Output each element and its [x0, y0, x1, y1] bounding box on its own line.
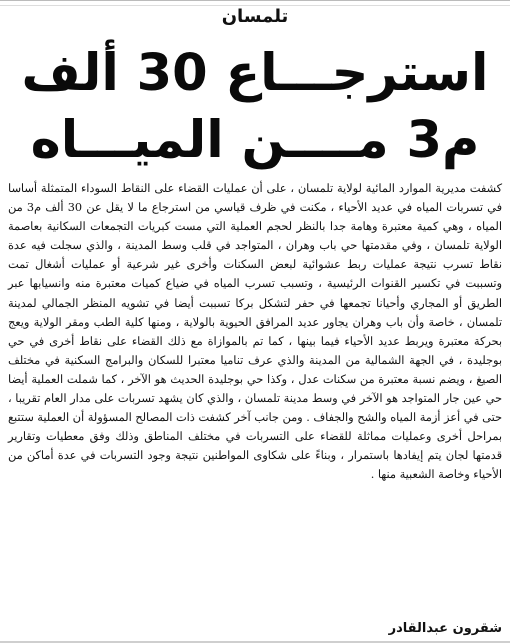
headline-line-1: استرجـــاع 30 ألف	[21, 44, 489, 103]
section-label: تلمسان	[221, 6, 289, 27]
author-byline: شقرون عبدالقادر	[388, 621, 502, 636]
headline-line-2: م3 مــــن الميـــاه	[30, 111, 480, 170]
article-body: كشفت مديرية الموارد المائية لولاية تلمسان ، على أن عمليات القضاء على النقاط السوداء المتمثلة أساسا في تسربات المياه في عديد الأحياء ، مكنت في ظرف قياسي من استرجاع ما لا يقل عن 30 ألف م3 من المياه ، وهي كمية معتبرة وهامة جدا بالنظر لحجم العملية التي مست كبريات التجمعات السكانية بعاصمة الولاية تلمسان ، وفي مقدمتها حي باب وهران ، المتواجد في قلب وسط المدينة ، والذي سجلت فيه عدة نقاط تسرب نتيجة عمليات ربط عشوائية لبعض السكنات وأخرى غير شرعية أو عمليات أشغال تمت وتسببت في تكسير القنوات الرئيسية ، وتسبب تسرب المياه في ضياع كميات معتبرة منه وانسيابها عبر الطريق أو المجاري وأحيانا تجمعها في حفر لتشكل بركا تسببت أيضا في تشويه المنظر الجمالي لمدينة تلمسان ، خاصة وأن باب وهران يجاور عديد المرافق الحيوية بالولاية ، ومنها كلية الطب ومقر الولاية ويعج بحركة معتبرة ويربط عديد الأحياء فيما بينها ، كما تم بالموازاة مع ذلك القضاء على نقاط أخرى في حي بوجليدة ، في الجهة الشمالية من المدينة والذي عرف تناميا معتبرا للسكان والبرامج السكنية في مختلف الصيغ ، ويضم نسبة معتبرة من سكنات عدل ، وكذا حي بوجليدة الحديث هو الآخر ، كما شملت العملية أيضا حي عين جار المتواجد هو الآخر في وسط مدينة تلمسان ، والذي كان يشهد تسربات على مدار العام تقريبا ، حتى في أعز أزمة المياه والشح والجفاف . ومن جانب آخر كشفت ذات المصالح المسؤولة أن العملية ستتبع بمراحل أخرى وعمليات مماثلة للقضاء على التسربات في مختلف المناطق وذلك وفق معطيات وتقارير قدمتها لجان يتم إيفادها باستمرار ، وبناءً على شكاوى المواطنين نتيجة وجود التسربات في عدة أماكن من الأحياء وخاصة الشعبية منها .	[8, 182, 502, 482]
